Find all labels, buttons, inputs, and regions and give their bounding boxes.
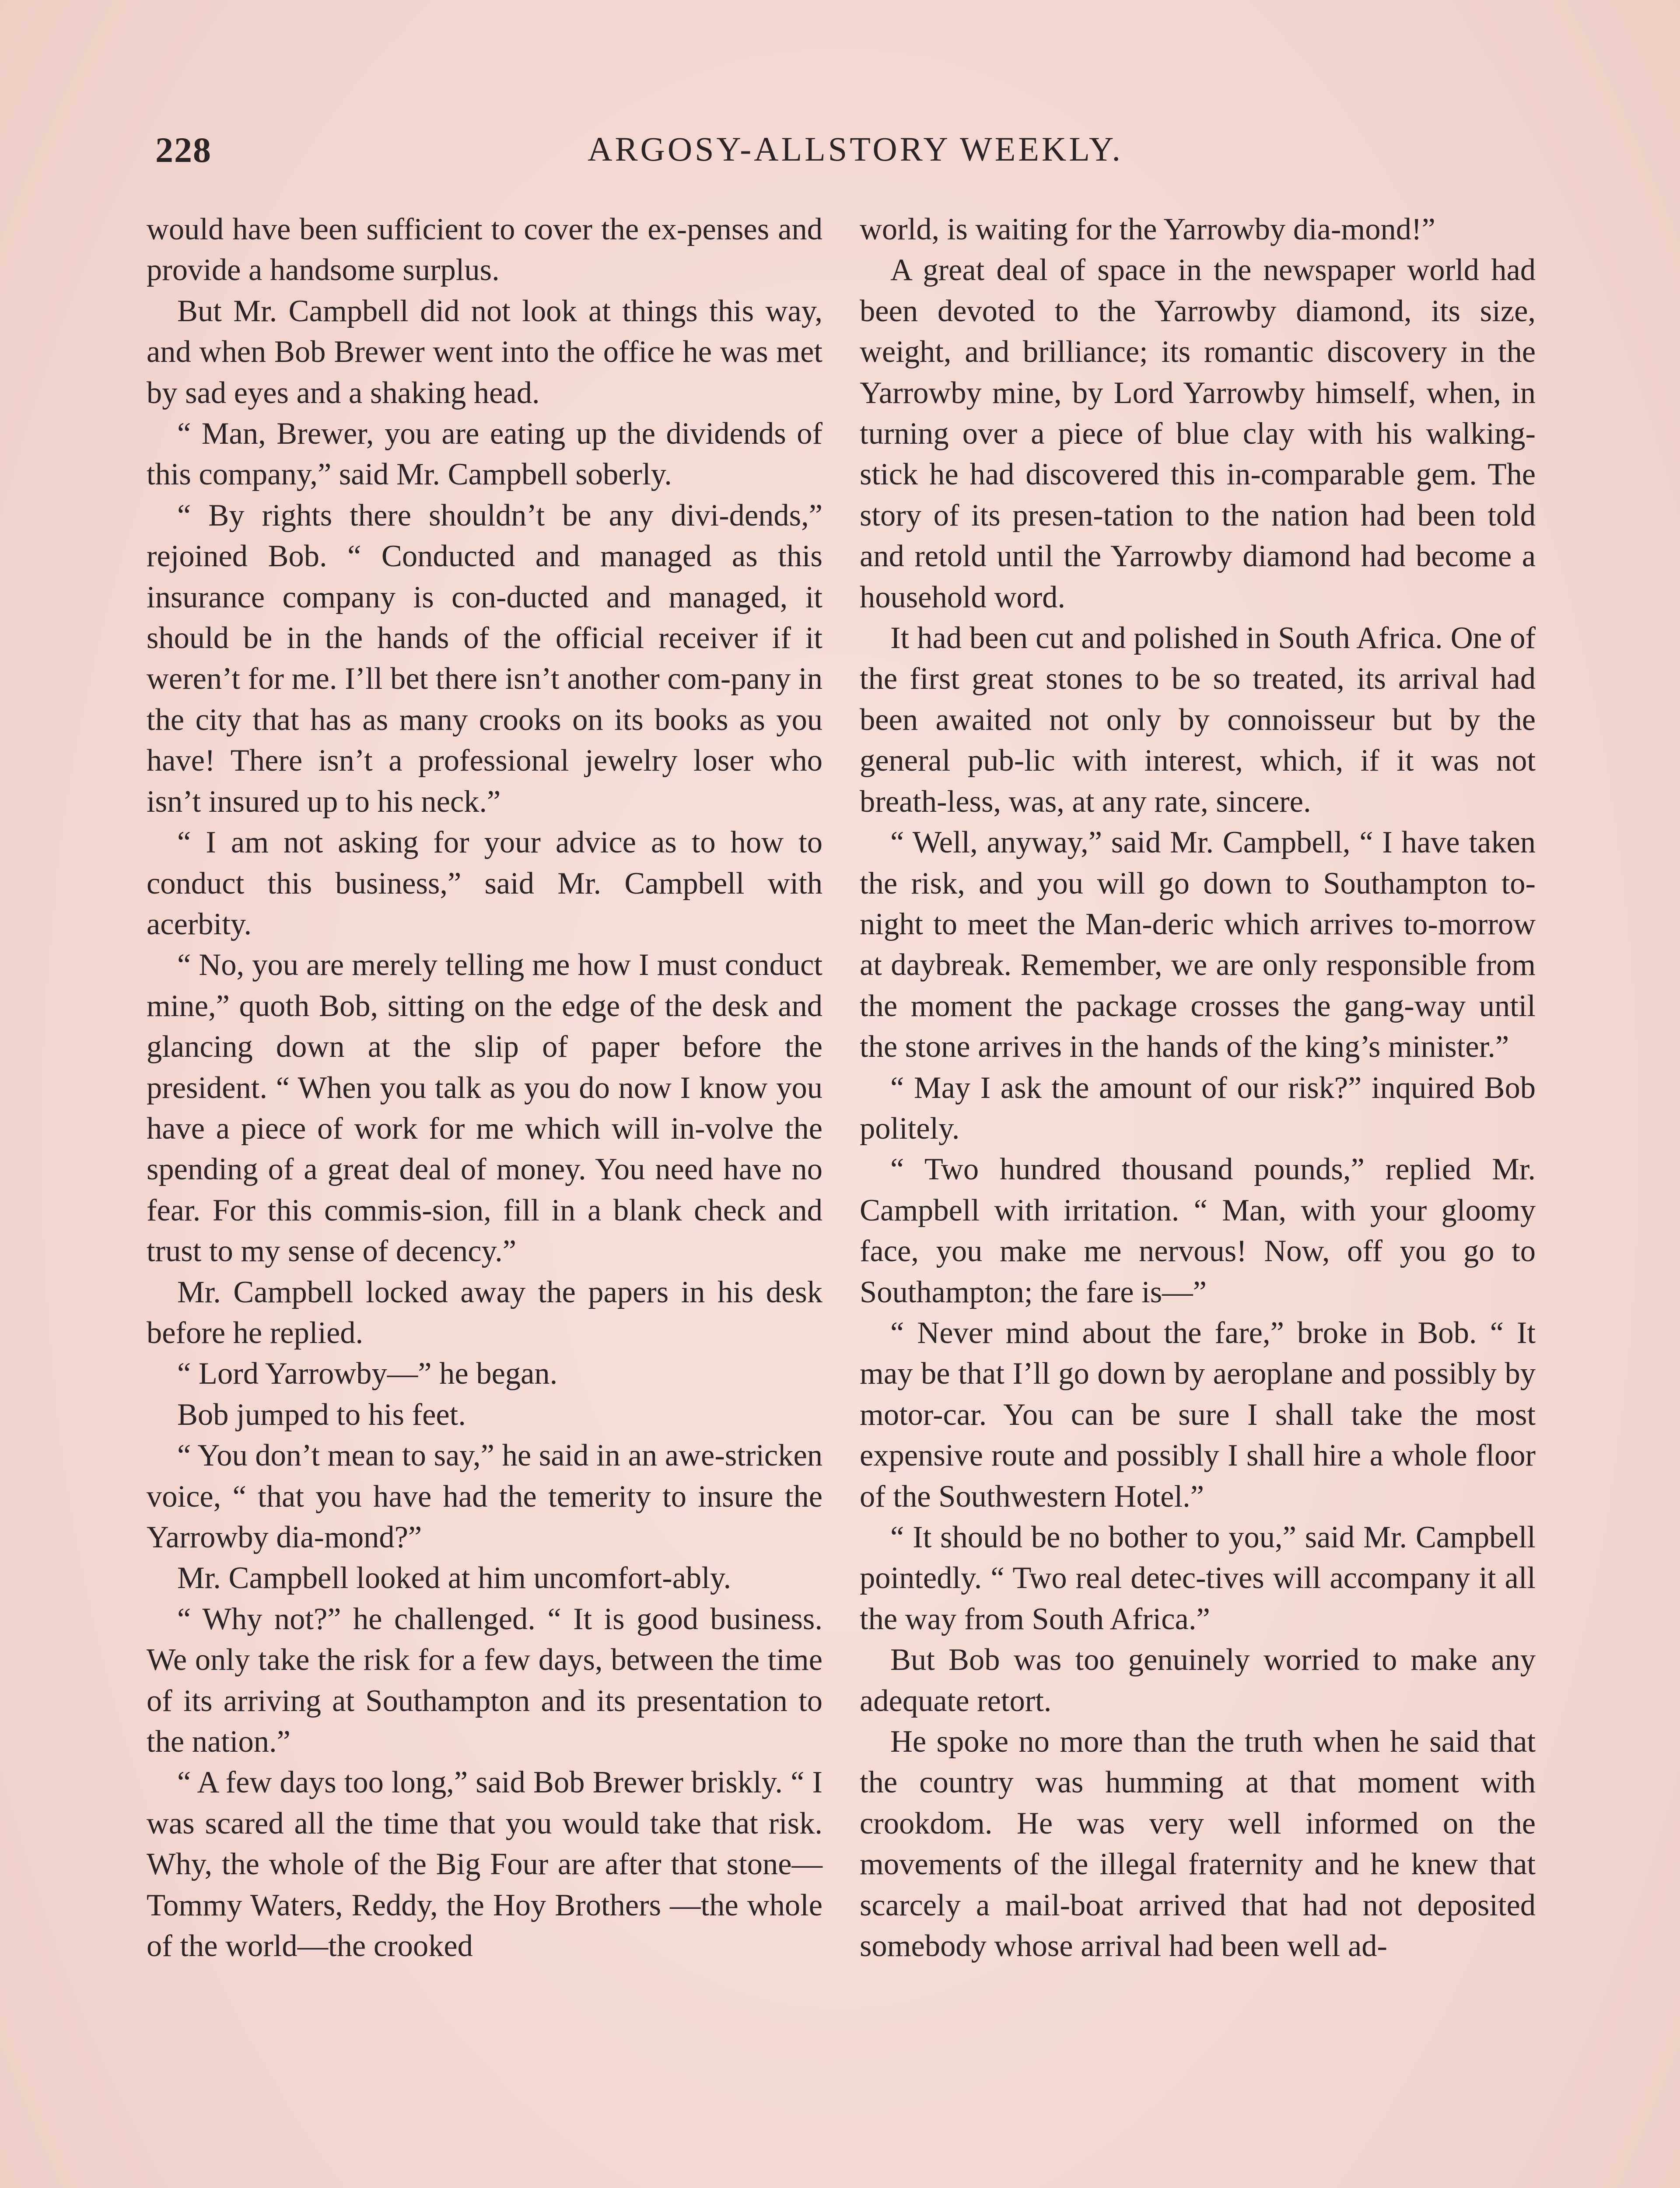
paragraph: A great deal of space in the newspaper world had been devoted to the Yarrowby diamond, its size, weight, and brilliance; its romantic discovery in the Yarrowby mine, by Lord Yarrowby himself, when, in turning over a piece of blue clay with his walking-stick he had discovered this in-comparable gem. The story of its presen-tation to the nation had been told and retold until the Yarrowby diamond had become a household word. [860,253,1536,614]
paragraph: He spoke no more than the truth when he said that the country was humming at that moment with crookdom. He was very well informed on the movements of the illegal fraternity and he knew that scarcely a mail-boat arrived that had not deposited somebody whose arrival had been well ad- [860,1725,1536,1964]
right-column [860,209,1536,1967]
paragraph: “ No, you are merely telling me how I must conduct mine,” quoth Bob, sitting on the edge of the desk and glancing down at the slip of paper before the president. “ When you talk as you do now I know you have a piece of work for me which will in-volve the spending of a great deal of money. You need have no fear. For this commis-sion, fill in a blank check and trust to my sense of decency.” [147,948,822,1269]
paragraph: “ Why not?” he challenged. “ It is good business. We only take the risk for a few days, between the time of its arriving at Southampton and its presentation to the nation.” [147,1602,822,1759]
paragraph: But Bob was too genuinely worried to make any adequate retort. [860,1643,1536,1718]
paragraph: Bob jumped to his feet. [177,1397,466,1432]
paragraph: “ Two hundred thousand pounds,” replied Mr. Campbell with irritation. “ Man, with your gloomy face, you make me nervous! Now, off you go to Southampton; the fare is—” [860,1152,1536,1309]
paragraph: It had been cut and polished in South Africa. One of the first great stones to be so treated, its arrival had been awaited not only by connoisseur but by the general pub-lic with interest, which, if it was not breath-less, was, at any rate, sincere. [860,621,1536,819]
paragraph: “ Lord Yarrowby—” he began. [177,1357,558,1391]
body-text [147,209,1536,2188]
paragraph: Mr. Campbell locked away the papers in his desk before he replied. [147,1275,822,1350]
paragraph: Mr. Campbell looked at him uncomfort-ably. [177,1561,732,1595]
paragraph: “ Never mind about the fare,” broke in Bob. “ It may be that I’ll go down by aeroplane and possibly by motor-car. You can be sure I shall take the most expensive route and possibly I shall hire a whole floor of the Southwestern Hotel.” [860,1315,1536,1514]
left-column [147,209,822,1967]
paragraph: “ I am not asking for your advice as to how to conduct this business,” said Mr. Campbell with acerbity. [147,825,822,941]
page-number: 228 [155,130,212,170]
paragraph: “ You don’t mean to say,” he said in an awe-stricken voice, “ that you have had the temerity to insure the Yarrowby dia-mond?” [147,1438,822,1554]
paragraph: “ A few days too long,” said Bob Brewer briskly. “ I was scared all the time that you would take that risk. Why, the whole of the Big Four are after that stone— Tommy Waters, Reddy, the Hoy Brothers —the whole of the world—the crooked [147,1765,822,1964]
paragraph: But Mr. Campbell did not look at things this way, and when Bob Brewer went into the office he was met by sad eyes and a shaking head. [147,294,822,410]
paragraph: “ May I ask the amount of our risk?” inquired Bob politely. [860,1070,1536,1146]
paragraph: “ Well, anyway,” said Mr. Campbell, “ I have taken the risk, and you will go down to Southampton to-night to meet the Man-deric which arrives to-morrow at daybreak. Remember, we are only responsible from the moment the package crosses the gang-way until the stone arrives in the hands of the king’s minister.” [860,825,1536,1064]
paragraph: “ Man, Brewer, you are eating up the dividends of this company,” said Mr. Campbell soberly. [147,417,822,492]
running-title: ARGOSY-ALLSTORY WEEKLY. [588,130,1123,168]
paragraph: world, is waiting for the Yarrowby dia-mond!” [860,212,1435,246]
paragraph: “ It should be no bother to you,” said Mr. Campbell pointedly. “ Two real detec-tives will accompany it all the way from South Africa.” [860,1520,1536,1636]
page-header [155,130,1555,186]
paragraph: would have been sufficient to cover the ex-penses and provide a handsome surplus. [147,212,822,288]
paragraph: “ By rights there shouldn’t be any divi-dends,” rejoined Bob. “ Conducted and managed as this insurance company is con-ducted and managed, it should be in the hands of the official receiver if it weren’t for me. I’ll bet there isn’t another com-pany in the city that has as many crooks on its books as you have! There isn’t a professional jewelry loser who isn’t insured up to his neck.” [147,498,822,819]
